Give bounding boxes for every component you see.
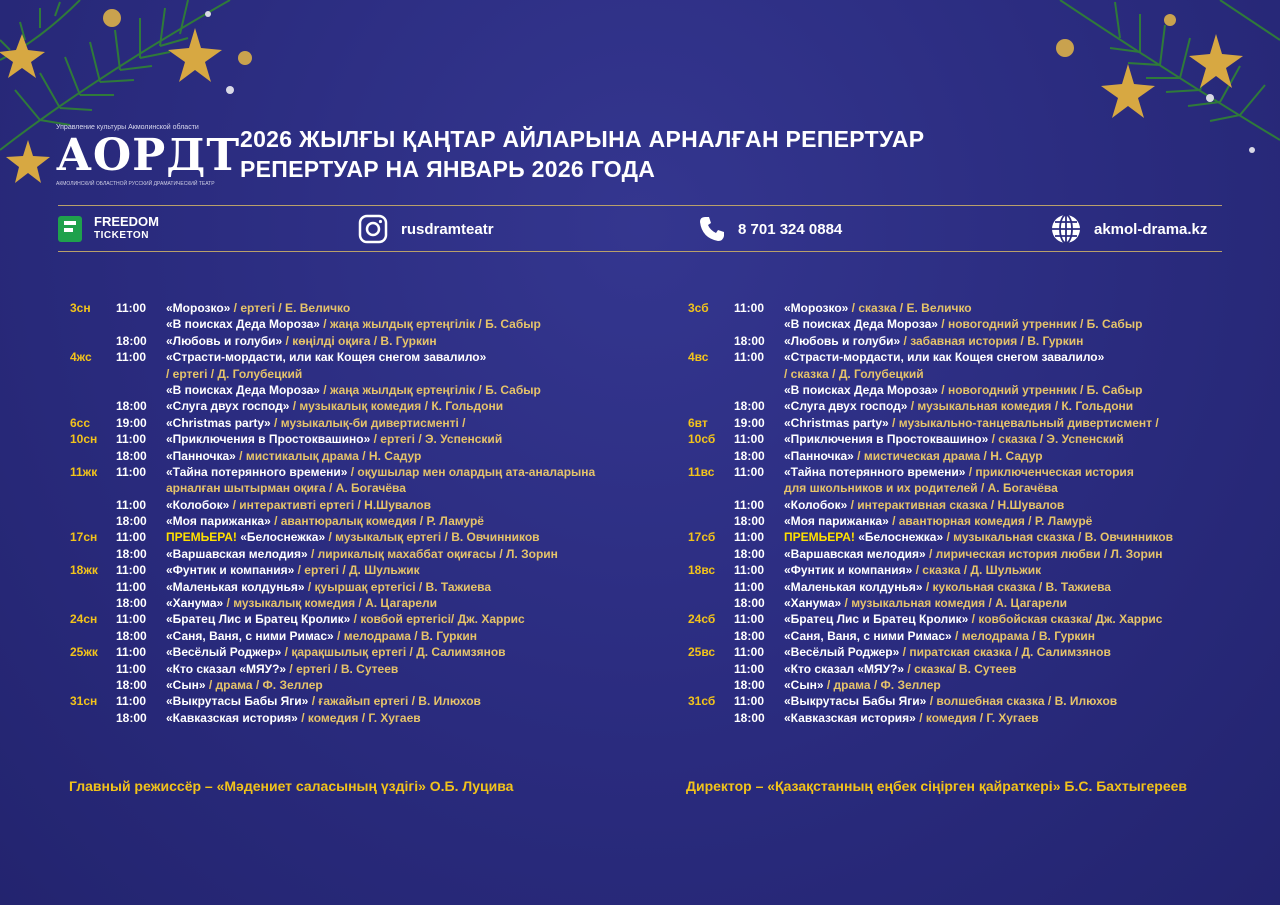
schedule-time: 18:00 bbox=[116, 628, 147, 643]
show-title: «Кто сказал «МЯУ?» bbox=[784, 661, 905, 676]
page-title-kz: 2026 ЖЫЛҒЫ ҚАҢТАР АЙЛАРЫНА АРНАЛҒАН РЕПЕРТУАР bbox=[240, 126, 925, 152]
show-title: «Кто сказал «МЯУ?» bbox=[166, 661, 287, 676]
show-title: «Морозко» bbox=[784, 301, 849, 315]
schedule-time: 11:00 bbox=[734, 464, 765, 479]
schedule-entry bbox=[166, 497, 431, 513]
schedule-time: 11:00 bbox=[116, 350, 147, 365]
schedule-date: 31сн bbox=[70, 694, 98, 709]
schedule-entry bbox=[166, 398, 503, 414]
gold-star-icon bbox=[168, 28, 222, 82]
schedule-date: 11жк bbox=[70, 464, 98, 479]
ticket-brand: FREEDOM bbox=[94, 214, 159, 229]
schedule-entry bbox=[166, 382, 541, 398]
schedule-entry bbox=[166, 513, 484, 529]
instagram-link[interactable] bbox=[357, 210, 494, 248]
schedule-date: 3сн bbox=[70, 301, 91, 315]
show-description: / жаңа жылдық ертеңгілік / Б. Сабыр bbox=[319, 382, 541, 397]
schedule-entry bbox=[166, 546, 558, 562]
show-title: «Маленькая колдунья» bbox=[166, 579, 305, 594]
show-description: / кукольная сказка / В. Тажиева bbox=[922, 579, 1111, 594]
schedule-time: 11:00 bbox=[734, 645, 765, 660]
show-description: / мелодрама / В. Гуркин bbox=[333, 628, 478, 643]
show-title: «Весёлый Роджер» bbox=[784, 645, 900, 660]
logo-mark: АОРДТ bbox=[56, 130, 241, 181]
schedule-date: 31сб bbox=[688, 694, 716, 709]
schedule-time: 11:00 bbox=[734, 530, 765, 545]
schedule-entry bbox=[166, 562, 420, 578]
schedule-entry bbox=[166, 644, 506, 660]
show-description: / сказка / Э. Успенский bbox=[988, 432, 1124, 447]
schedule-time: 11:00 bbox=[116, 694, 147, 709]
divider-top bbox=[58, 205, 1222, 206]
show-title: «Варшавская мелодия» bbox=[784, 546, 926, 561]
schedule-date: 18вс bbox=[688, 563, 716, 578]
show-description: / музыкальная сказка / В. Овчинников bbox=[943, 530, 1174, 545]
schedule-time: 11:00 bbox=[116, 579, 147, 594]
show-description: / ертегі / Д. Шульжик bbox=[294, 563, 420, 578]
show-title: «Страсти-мордасти, или как Кощея снегом завалило» bbox=[784, 350, 1105, 365]
schedule-entry bbox=[784, 693, 1117, 709]
show-description: / ертегі / Е. Величко bbox=[230, 301, 351, 315]
show-description: / комедия / Г. Хугаев bbox=[915, 710, 1039, 725]
schedule-time: 11:00 bbox=[734, 301, 765, 315]
schedule-time: 11:00 bbox=[116, 563, 147, 578]
schedule-entry bbox=[784, 431, 1124, 447]
show-description: / пиратская сказка / Д. Салимзянов bbox=[899, 645, 1111, 660]
show-description: / қуыршақ ертегісі / В. Тажиева bbox=[304, 579, 492, 594]
show-description: / сказка / Д. Шульжик bbox=[912, 563, 1042, 578]
footer-director-main: Главный режиссёр – «Мәдениет саласының үздігі» О.Б. Луцива bbox=[69, 778, 514, 794]
show-description: / драма / Ф. Зеллер bbox=[823, 677, 941, 692]
show-description: / қарақшылық ертегі / Д. Салимзянов bbox=[281, 645, 506, 660]
schedule-entry bbox=[166, 464, 595, 480]
show-description: арналған шытырман оқиға / А. Богачёва bbox=[166, 481, 406, 496]
show-title: «Приключения в Простоквашино» bbox=[784, 432, 989, 447]
schedule-date: 25жк bbox=[70, 645, 98, 660]
show-title: «Тайна потерянного времени» bbox=[166, 464, 348, 479]
show-description: / сказка / Д. Голубецкий bbox=[784, 366, 924, 381]
show-description: / ковбой ертегісі/ Дж. Харрис bbox=[350, 612, 525, 627]
show-title: «Моя парижанка» bbox=[166, 514, 271, 529]
schedule-entry bbox=[784, 464, 1134, 480]
schedule-time: 18:00 bbox=[734, 710, 765, 725]
website-url: akmol-drama.kz bbox=[1094, 220, 1208, 238]
gold-star-icon bbox=[0, 34, 45, 78]
schedule-time: 11:00 bbox=[734, 432, 765, 447]
show-title: «Сын» bbox=[784, 677, 824, 692]
show-title: «Страсти-мордасти, или как Кощея снегом завалило» bbox=[166, 350, 487, 365]
schedule-date: 11вс bbox=[688, 464, 715, 479]
schedule-time: 11:00 bbox=[116, 530, 147, 545]
schedule-date: 10сн bbox=[70, 432, 98, 447]
schedule-time: 11:00 bbox=[734, 350, 765, 365]
phone-link[interactable] bbox=[698, 210, 842, 248]
schedule-time: 19:00 bbox=[734, 415, 765, 430]
show-title: «Christmas party» bbox=[784, 415, 889, 430]
schedule-time: 11:00 bbox=[734, 694, 765, 709]
schedule-time: 18:00 bbox=[116, 333, 147, 348]
schedule-entry bbox=[166, 579, 491, 595]
schedule-entry bbox=[166, 710, 421, 726]
show-title: «Братец Лис и Братец Кролик» bbox=[166, 612, 351, 627]
schedule-date: 17сн bbox=[70, 530, 98, 545]
show-title: «Выкрутасы Бабы Яги» bbox=[166, 694, 309, 709]
schedule-time: 11:00 bbox=[116, 497, 147, 512]
show-description: / лирическая история любви / Л. Зорин bbox=[925, 546, 1163, 561]
instagram-icon bbox=[357, 213, 389, 245]
show-description: / новогодний утренник / Б. Сабыр bbox=[937, 317, 1143, 332]
schedule-entry bbox=[784, 349, 1104, 365]
show-description: / ертегі / Д. Голубецкий bbox=[166, 366, 303, 381]
schedule-entry bbox=[784, 546, 1162, 562]
schedule-entry bbox=[166, 448, 421, 464]
schedule-time: 18:00 bbox=[734, 514, 765, 529]
show-description: / ертегі / Э. Успенский bbox=[370, 432, 503, 447]
schedule-entry bbox=[166, 349, 486, 365]
schedule-entry bbox=[166, 316, 541, 332]
schedule-entry bbox=[784, 677, 941, 693]
show-description: / музыкалық комедия / К. Гольдони bbox=[289, 399, 504, 414]
page-title-ru: РЕПЕРТУАР НА ЯНВАРЬ 2026 ГОДА bbox=[240, 156, 656, 182]
schedule-entry bbox=[784, 644, 1111, 660]
show-title: «Слуга двух господ» bbox=[784, 399, 908, 414]
show-title: «Весёлый Роджер» bbox=[166, 645, 282, 660]
schedule-entry bbox=[166, 677, 323, 693]
schedule-entry bbox=[166, 431, 502, 447]
schedule-entry bbox=[784, 382, 1142, 398]
show-description: / музыкалық комедия / А. Цагарели bbox=[223, 596, 437, 611]
show-title: «Панночка» bbox=[166, 448, 236, 463]
schedule-time: 19:00 bbox=[116, 415, 147, 430]
show-description: / забавная история / В. Гуркин bbox=[900, 333, 1084, 348]
phone-number: 8 701 324 0884 bbox=[738, 220, 843, 238]
schedule-time: 11:00 bbox=[734, 563, 765, 578]
schedule-time: 18:00 bbox=[734, 448, 765, 463]
schedule-entry bbox=[784, 398, 1133, 414]
show-description: / приключенческая история bbox=[965, 464, 1134, 479]
show-description: / көңілді оқиға / В. Гуркин bbox=[282, 333, 437, 348]
schedule-entry bbox=[166, 366, 302, 382]
show-title: «Белоснежка» bbox=[236, 530, 326, 545]
show-title: «Маленькая колдунья» bbox=[784, 579, 923, 594]
schedule-time: 18:00 bbox=[116, 448, 147, 463]
gold-star-icon bbox=[1101, 64, 1155, 118]
schedule-time: 18:00 bbox=[734, 677, 765, 692]
schedule-date: 6сс bbox=[70, 415, 91, 430]
schedule-entry bbox=[784, 497, 1064, 513]
show-title: «Саня, Ваня, с ними Римас» bbox=[166, 628, 334, 643]
schedule-time: 18:00 bbox=[116, 710, 147, 725]
show-title: «В поисках Деда Мороза» bbox=[166, 317, 320, 332]
schedule-time: 11:00 bbox=[734, 612, 765, 627]
schedule-entry bbox=[784, 661, 1016, 677]
show-title: «В поисках Деда Мороза» bbox=[166, 382, 320, 397]
phone-icon bbox=[698, 215, 726, 243]
schedule-entry bbox=[784, 333, 1083, 349]
footer-director-general: Директор – «Қазақстанның еңбек сіңірген қайраткері» Б.С. Бахтыгереев bbox=[686, 778, 1188, 794]
show-title: «Фунтик и компания» bbox=[166, 563, 295, 578]
gold-star-icon bbox=[1189, 34, 1243, 88]
premiere-label: ПРЕМЬЕРА! bbox=[166, 530, 237, 545]
show-description: / музыкально-танцевальный дивертисмент / bbox=[888, 415, 1159, 430]
show-description: / авантюралық комедия / Р. Ламурё bbox=[270, 514, 484, 529]
show-description: / музыкальная комедия / К. Гольдони bbox=[907, 399, 1134, 414]
schedule-time: 18:00 bbox=[116, 399, 147, 414]
schedule-entry bbox=[784, 415, 1159, 431]
schedule-entry bbox=[166, 415, 466, 431]
schedule-entry bbox=[166, 693, 481, 709]
show-title: «В поисках Деда Мороза» bbox=[784, 382, 938, 397]
show-title: «Тайна потерянного времени» bbox=[784, 464, 966, 479]
show-description: / мелодрама / В. Гуркин bbox=[951, 628, 1096, 643]
schedule-date: 24сн bbox=[70, 612, 98, 627]
schedule-entry bbox=[784, 316, 1142, 332]
show-description: / мистическая драма / Н. Садур bbox=[853, 448, 1043, 463]
schedule-time: 11:00 bbox=[116, 432, 147, 447]
schedule-entry bbox=[784, 611, 1162, 627]
schedule-time: 18:00 bbox=[116, 514, 147, 529]
show-description: / ковбойская сказка/ Дж. Харрис bbox=[968, 612, 1163, 627]
show-description: / мистикалық драма / Н. Садур bbox=[235, 448, 422, 463]
schedule-date: 17сб bbox=[688, 530, 716, 545]
show-description: / музыкалық-би дивертисменті / bbox=[270, 415, 466, 430]
show-description: / драма / Ф. Зеллер bbox=[205, 677, 323, 692]
show-title: «Christmas party» bbox=[166, 415, 271, 430]
schedule-entry bbox=[166, 661, 398, 677]
schedule-time: 18:00 bbox=[734, 628, 765, 643]
schedule-entry bbox=[784, 579, 1111, 595]
gold-star-icon bbox=[6, 140, 50, 183]
schedule-entry bbox=[784, 710, 1039, 726]
show-title: «Морозко» bbox=[166, 301, 231, 315]
show-title: «Сын» bbox=[166, 677, 206, 692]
show-description: / ғажайып ертегі / В. Илюхов bbox=[308, 694, 481, 709]
freedom-ticketon-icon bbox=[58, 216, 82, 242]
show-title: «Кавказская история» bbox=[166, 710, 298, 725]
show-title: «Ханума» bbox=[166, 596, 224, 611]
show-title: «Фунтик и компания» bbox=[784, 563, 913, 578]
schedule-entry bbox=[784, 513, 1092, 529]
show-description: / интерактивті ертегі / Н.Шувалов bbox=[229, 497, 431, 512]
show-description: / оқушылар мен олардың ата-аналарына bbox=[347, 464, 596, 479]
schedule-time: 11:00 bbox=[116, 645, 147, 660]
ticket-brand-sub: TICKETON bbox=[94, 230, 149, 241]
show-description: / лирикалық махаббат оқиғасы / Л. Зорин bbox=[307, 546, 558, 561]
schedule-date: 4вс bbox=[688, 350, 709, 365]
show-title: «Братец Лис и Братец Кролик» bbox=[784, 612, 969, 627]
schedule-time: 18:00 bbox=[734, 399, 765, 414]
show-title: «Любовь и голуби» bbox=[166, 333, 283, 348]
show-title: «Слуга двух господ» bbox=[166, 399, 290, 414]
show-title: «Ханума» bbox=[784, 596, 842, 611]
show-title: «Белоснежка» bbox=[854, 530, 944, 545]
show-title: «Приключения в Простоквашино» bbox=[166, 432, 371, 447]
show-title: «Моя парижанка» bbox=[784, 514, 889, 529]
schedule-time: 18:00 bbox=[734, 596, 765, 611]
schedule-entry bbox=[166, 480, 406, 496]
show-description: для школьников и их родителей / А. Богачёва bbox=[784, 481, 1058, 496]
website-link[interactable] bbox=[1050, 210, 1207, 248]
schedule-date: 6вт bbox=[688, 415, 708, 430]
schedule-date: 24сб bbox=[688, 612, 716, 627]
schedule-time: 18:00 bbox=[734, 333, 765, 348]
show-description: / музыкальная комедия / А. Цагарели bbox=[841, 596, 1068, 611]
show-description: / интерактивная сказка / Н.Шувалов bbox=[847, 497, 1065, 512]
show-title: «В поисках Деда Мороза» bbox=[784, 317, 938, 332]
divider-bottom bbox=[58, 251, 1222, 252]
schedule-entry bbox=[166, 611, 525, 627]
show-title: «Кавказская история» bbox=[784, 710, 916, 725]
schedule-entry bbox=[166, 628, 477, 644]
show-description: / авантюрная комедия / Р. Ламурё bbox=[888, 514, 1093, 529]
schedule-entry bbox=[784, 529, 1173, 545]
show-description: / комедия / Г. Хугаев bbox=[297, 710, 421, 725]
schedule-time: 18:00 bbox=[116, 596, 147, 611]
schedule-entry bbox=[166, 300, 350, 316]
show-title: «Колобок» bbox=[166, 497, 230, 512]
schedule-entry bbox=[166, 529, 540, 545]
schedule-entry bbox=[166, 595, 437, 611]
schedule-date: 4жс bbox=[70, 350, 92, 365]
fir-branch-right-decoration bbox=[1020, 0, 1280, 210]
show-description: / жаңа жылдық ертеңгілік / Б. Сабыр bbox=[319, 317, 541, 332]
schedule-time: 11:00 bbox=[116, 661, 147, 676]
show-description: / волшебная сказка / В. Илюхов bbox=[926, 694, 1118, 709]
schedule-date: 10сб bbox=[688, 432, 716, 447]
schedule-entry bbox=[784, 300, 972, 316]
schedule-date: 3сб bbox=[688, 301, 709, 315]
schedule-entry bbox=[784, 366, 924, 382]
schedule-time: 11:00 bbox=[734, 497, 765, 512]
schedule-time: 18:00 bbox=[116, 546, 147, 561]
schedule-time: 11:00 bbox=[734, 579, 765, 594]
schedule-entry bbox=[784, 595, 1067, 611]
schedule-entry bbox=[784, 480, 1058, 496]
schedule-entry bbox=[784, 562, 1041, 578]
show-title: «Выкрутасы Бабы Яги» bbox=[784, 694, 927, 709]
schedule-entry bbox=[784, 448, 1043, 464]
schedule-entry bbox=[166, 333, 437, 349]
instagram-handle: rusdramteatr bbox=[401, 220, 494, 238]
schedule-time: 11:00 bbox=[116, 464, 147, 479]
show-description: / новогодний утренник / Б. Сабыр bbox=[937, 382, 1143, 397]
show-title: «Панночка» bbox=[784, 448, 854, 463]
show-description: / музыкалық ертегі / В. Овчинников bbox=[325, 530, 540, 545]
show-title: «Варшавская мелодия» bbox=[166, 546, 308, 561]
ticket-vendor[interactable] bbox=[58, 210, 159, 248]
show-title: «Колобок» bbox=[784, 497, 848, 512]
schedule-time: 11:00 bbox=[734, 661, 765, 676]
schedule-entry bbox=[784, 628, 1095, 644]
logo-caption-bottom: АКМОЛИНСКИЙ ОБЛАСТНОЙ РУССКИЙ ДРАМАТИЧЕСКИЙ ТЕАТР bbox=[56, 181, 215, 187]
logo-caption-top: Управление культуры Акмолинской области bbox=[56, 124, 199, 131]
show-description: / сказка / Е. Величко bbox=[848, 301, 972, 315]
schedule-time: 11:00 bbox=[116, 301, 147, 315]
schedule-date: 25вс bbox=[688, 645, 716, 660]
show-description: / сказка/ В. Сутеев bbox=[904, 661, 1017, 676]
premiere-label: ПРЕМЬЕРА! bbox=[784, 530, 855, 545]
theatre-logo bbox=[56, 124, 241, 187]
show-title: «Любовь и голуби» bbox=[784, 333, 901, 348]
schedule-time: 18:00 bbox=[734, 546, 765, 561]
schedule-time: 11:00 bbox=[116, 612, 147, 627]
globe-icon bbox=[1050, 213, 1082, 245]
schedule-date: 18жк bbox=[70, 563, 98, 578]
show-description: / ертегі / В. Сутеев bbox=[286, 661, 399, 676]
schedule-time: 18:00 bbox=[116, 677, 147, 692]
show-title: «Саня, Ваня, с ними Римас» bbox=[784, 628, 952, 643]
